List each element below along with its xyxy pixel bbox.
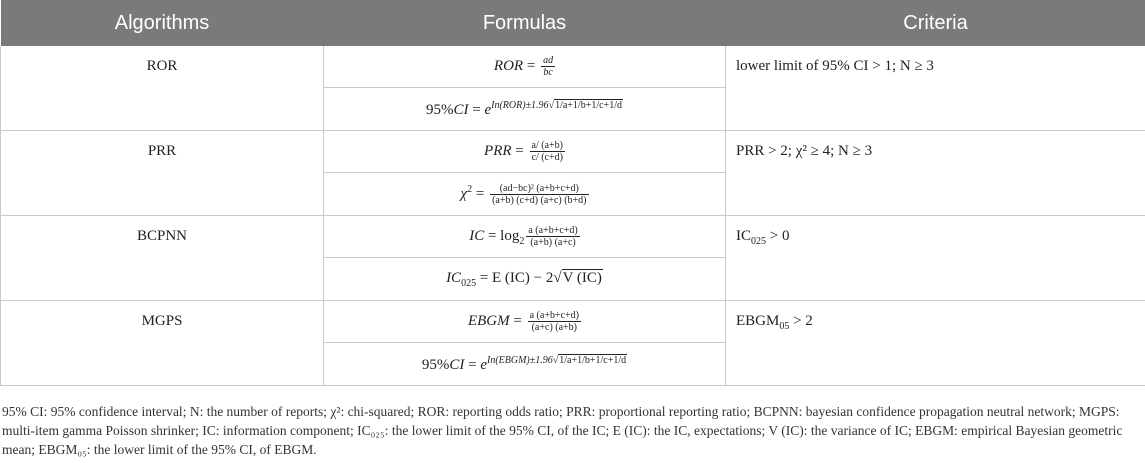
formula-lhs: 95% — [426, 102, 454, 118]
radicand: 1/a+1/b+1/c+1/d — [559, 355, 627, 366]
fraction-denominator: (a+b) (a+c) — [530, 237, 576, 248]
header-algorithms: Algorithms — [1, 0, 324, 46]
criteria-main: EBGM — [736, 313, 780, 329]
formula-eq: = — [509, 312, 526, 329]
criteria-subscript: 025 — [751, 236, 766, 247]
formula-superscript: 2 — [467, 183, 473, 195]
fraction — [526, 225, 579, 248]
radicand: V (IC) — [562, 270, 602, 286]
formula-eq: = — [464, 357, 481, 373]
fraction-numerator: ad — [543, 55, 554, 66]
formula-lhs-var: CI — [449, 357, 465, 373]
formula-cell: $IC_{025} = E$ (IC) − 2√V (IC) — [324, 258, 726, 301]
header-formulas: Formulas — [324, 0, 726, 46]
formula-subscript: 2 — [519, 235, 525, 247]
criteria-cell: lower limit of 95% CI > 1; N ≥ 3 — [726, 46, 1145, 131]
table-row — [1, 46, 1145, 88]
formula-eq: = log — [484, 227, 520, 244]
exponent-text: In(EBGM)±1.96 — [486, 355, 553, 366]
formula-lhs: χ — [460, 185, 468, 202]
criteria-rest: > 0 — [766, 228, 790, 244]
fraction-denominator: (a+c) (a+b) — [531, 322, 578, 333]
algorithm-cell: PRR — [1, 131, 324, 216]
formula-base: e — [484, 102, 492, 118]
header-row — [1, 0, 1145, 46]
fraction-denominator: (a+b) (c+d) (a+c) (b+d) — [492, 194, 587, 206]
fraction — [490, 183, 588, 206]
formula-cell — [324, 88, 726, 131]
table-row — [1, 131, 1145, 173]
formula-lhs: 95% — [421, 357, 450, 373]
formula-eq: = — [511, 142, 528, 159]
fraction — [530, 140, 565, 163]
formula-lhs-var: CI — [453, 102, 469, 118]
formula-eq: = — [523, 57, 540, 74]
formula-lhs: PRR — [484, 142, 512, 159]
formula-eq: = — [468, 102, 485, 118]
fraction-denominator: bc — [543, 67, 553, 78]
algorithm-cell: MGPS — [1, 301, 324, 386]
algorithm-cell: BCPNN — [1, 216, 324, 301]
criteria-cell: PRR > 2; χ² ≥ 4; N ≥ 3 — [726, 131, 1145, 216]
formula-cell — [324, 46, 726, 88]
criteria-rest: > 2 — [789, 313, 813, 329]
formula-cell — [324, 131, 726, 173]
radicand: 1/a+1/b+1/c+1/d — [555, 100, 622, 111]
fraction-denominator: c/ (c+d) — [531, 152, 563, 163]
criteria-subscript: 05 — [779, 321, 790, 332]
formula-lhs: IC — [446, 270, 462, 286]
formula-cell — [324, 343, 726, 386]
formula-rhs: = E (IC) − 2 — [476, 270, 554, 286]
table-row — [1, 216, 1145, 258]
formula-lhs: EBGM — [467, 312, 510, 329]
formula-base: e — [480, 357, 487, 373]
fraction-numerator: a (a+b+c+d) — [529, 310, 580, 321]
table-footnote: 95% CI: 95% confidence interval; N: the number of reports; χ²: chi-squared; ROR: reporting odds ratio; PRR: proportional reporting ratio; BCPNN: bayesian confidence propagation neutral network; MGPS: multi-item gamma Poisson shrinker; IC: information component; IC₀₂₅: the lower limit of the 95% CI, of the IC; E (IC): the IC, expectations; V (IC): the variance of IC; EBGM: empirical Bayesian geometric mean; EBGM₀₅: the lower limit of the 95% CI, of EBGM. — [2, 404, 1123, 457]
formula-subscript: 025 — [461, 278, 477, 289]
criteria-cell — [726, 216, 1145, 301]
formula-cell — [324, 301, 726, 343]
fraction-numerator: (ad−bc)² (a+b+c+d) — [490, 183, 588, 195]
table-row — [1, 301, 1145, 343]
criteria-main: IC — [736, 228, 751, 244]
criteria-cell — [726, 301, 1145, 386]
fraction — [541, 55, 555, 78]
formula-lhs: IC — [469, 227, 485, 244]
formula-cell — [324, 216, 726, 258]
formula-cell — [324, 173, 726, 216]
algorithm-cell: ROR — [1, 46, 324, 131]
header-criteria: Criteria — [726, 0, 1145, 46]
formula-exponent: In(ROR)±1.96√1/a+1/b+1/c+1/d — [491, 100, 622, 111]
formula-eq: = — [472, 185, 489, 202]
formula-lhs: ROR — [493, 57, 524, 74]
formula-exponent: In(EBGM)±1.96√1/a+1/b+1/c+1/d — [486, 355, 627, 366]
fraction-numerator: a/ (a+b) — [531, 140, 563, 151]
fraction-numerator: a (a+b+c+d) — [528, 225, 578, 236]
exponent-text: In(ROR)±1.96 — [491, 100, 549, 111]
fraction — [528, 310, 581, 333]
